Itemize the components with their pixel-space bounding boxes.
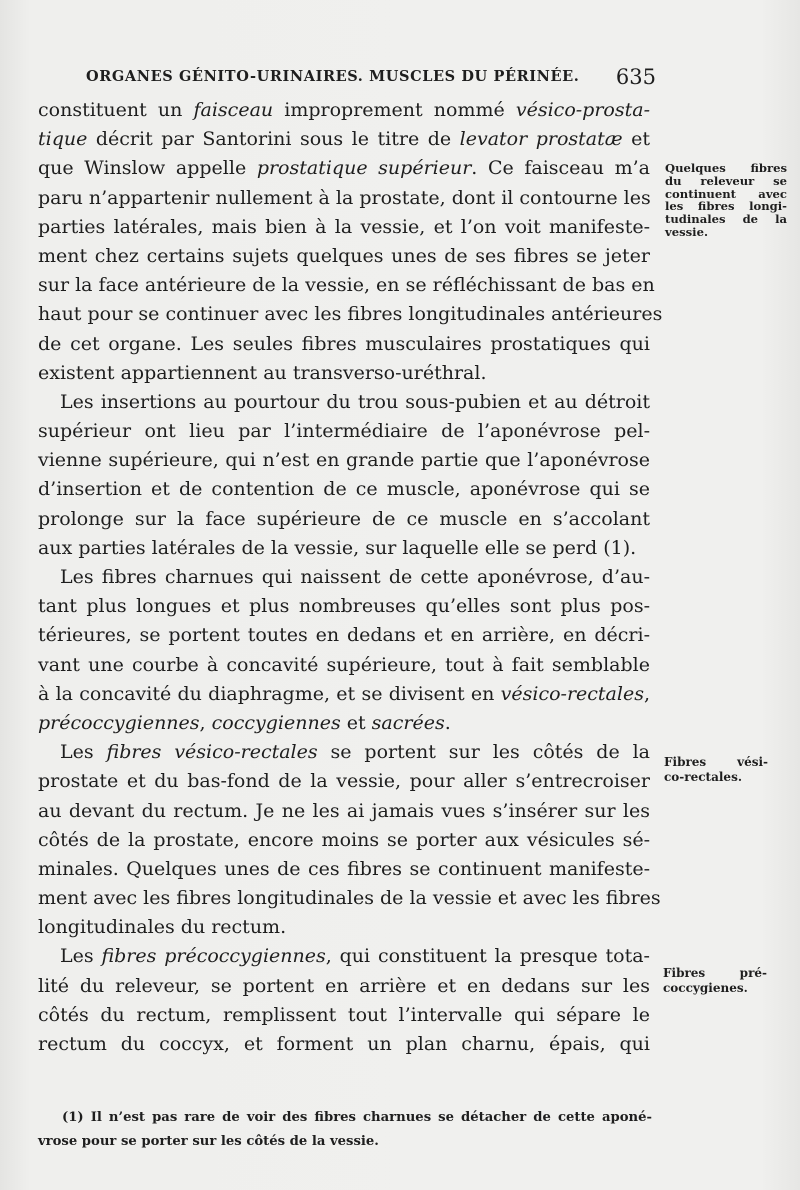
text-span: , bbox=[199, 711, 212, 734]
text-span: prolonge sur la face supérieure de ce muscle en s’accolant bbox=[38, 507, 650, 530]
text-span: à la concavité du diaphragme, et se divisent en bbox=[38, 682, 501, 705]
text-line bbox=[38, 330, 650, 359]
text-line bbox=[38, 1030, 650, 1059]
margin-note-line: vessie. bbox=[665, 224, 708, 239]
text-span: longitudinales du rectum. bbox=[38, 916, 287, 939]
text-span: constituent un bbox=[38, 99, 194, 121]
running-head bbox=[86, 66, 656, 88]
text-line bbox=[38, 359, 650, 388]
text-line bbox=[38, 563, 650, 592]
text-span: Les insertions au pourtour du trou sous-pubien et au détroit bbox=[60, 390, 650, 413]
margin-note-line: co-rectales. bbox=[664, 770, 742, 784]
text-line bbox=[38, 184, 650, 213]
margin-note-precoccygiennes bbox=[663, 966, 767, 996]
text-line bbox=[38, 972, 650, 1001]
text-line bbox=[38, 417, 650, 446]
text-span: prostate et du bas-fond de la vessie, pour aller s’entrecroiser bbox=[38, 770, 650, 793]
text-span: , qui constituent la presque tota- bbox=[325, 945, 650, 968]
text-line bbox=[38, 300, 663, 329]
text-line bbox=[38, 242, 650, 271]
text-line bbox=[38, 271, 655, 300]
text-line bbox=[38, 125, 650, 154]
text-line bbox=[38, 913, 650, 942]
text-span: improprement nommé bbox=[273, 99, 516, 121]
text-span: lité du releveur, se portent en arrière et en dedans sur les bbox=[38, 974, 650, 997]
italic-text: fibres vésico-rectales bbox=[106, 741, 318, 764]
text-line bbox=[38, 797, 650, 826]
text-line bbox=[38, 826, 650, 855]
text-line bbox=[38, 475, 650, 504]
italic-text: vésico-prosta- bbox=[515, 99, 650, 121]
text-span: minales. Quelques unes de ces fibres se continuent manifeste- bbox=[38, 857, 650, 880]
text-line bbox=[38, 738, 650, 767]
text-line bbox=[38, 505, 650, 534]
text-line bbox=[38, 621, 650, 650]
text-span: Les bbox=[60, 741, 107, 764]
text-span: que Winslow appelle bbox=[38, 157, 257, 180]
text-span: côtés du rectum, remplissent tout l’intervalle qui sépare le bbox=[38, 1003, 650, 1026]
margin-note-releveur bbox=[665, 162, 787, 239]
text-line bbox=[38, 709, 650, 738]
text-span: paru n’appartenir nullement à la prostate, dont il contourne les bbox=[38, 186, 651, 209]
italic-text: vésico-rectales bbox=[500, 682, 644, 705]
text-line bbox=[38, 213, 650, 242]
text-span: ment avec les fibres longitudinales de la vessie et avec les fibres bbox=[38, 887, 661, 910]
margin-note-line: les fibres longi- bbox=[665, 199, 787, 214]
body-text bbox=[38, 96, 663, 1059]
italic-text: levator prostatæ bbox=[459, 128, 623, 151]
margin-note-line: tudinales de la bbox=[665, 212, 787, 227]
text-line bbox=[38, 154, 650, 183]
text-line bbox=[38, 651, 650, 680]
italic-text: fibres précoccygiennes bbox=[101, 945, 326, 968]
footnote-line: (1) Il n’est pas rare de voir des fibres charnues se détacher de cette aponé- bbox=[62, 1110, 652, 1125]
text-span: et bbox=[340, 711, 372, 734]
text-line bbox=[38, 96, 650, 125]
text-span: vienne supérieure, qui n’est en grande partie que l’aponévrose bbox=[38, 449, 650, 472]
text-line bbox=[38, 855, 650, 884]
text-span: Les bbox=[60, 945, 102, 968]
margin-note-line: du releveur se bbox=[665, 173, 787, 188]
running-head-title: ORGANES GÉNITO-URINAIRES. MUSCLES DU PÉRINÉE. bbox=[86, 68, 580, 85]
text-span: sur la face antérieure de la vessie, en se réfléchissant de bas en bbox=[38, 274, 655, 297]
text-span: aux parties latérales de la vessie, sur laquelle elle se perd (1). bbox=[38, 536, 637, 559]
text-span: supérieur ont lieu par l’intermédiaire de l’aponévrose pel- bbox=[38, 420, 650, 443]
text-span: , bbox=[643, 682, 650, 705]
margin-note-line: continuent avec bbox=[665, 186, 787, 201]
italic-text: sacrées bbox=[371, 711, 445, 734]
text-span: . bbox=[444, 711, 451, 734]
margin-note-vesico-rectales bbox=[664, 755, 768, 785]
footnote bbox=[38, 1106, 652, 1154]
footnote-line: vrose pour se porter sur les côtés de la vessie. bbox=[38, 1134, 379, 1149]
text-line bbox=[38, 388, 650, 417]
margin-note-line: Fibres pré- bbox=[663, 966, 767, 980]
page-number: 635 bbox=[615, 65, 656, 89]
text-span: se portent sur les côtés de la bbox=[317, 741, 651, 764]
text-line bbox=[38, 534, 650, 563]
margin-note-line: coccygienes. bbox=[663, 981, 748, 995]
text-line bbox=[38, 680, 650, 709]
margin-note-line: Fibres vési- bbox=[664, 755, 768, 769]
text-line bbox=[38, 446, 650, 475]
text-span: côtés de la prostate, encore moins se porter aux vésicules sé- bbox=[38, 828, 650, 851]
italic-text: précoccygiennes bbox=[38, 711, 200, 734]
text-line bbox=[38, 767, 650, 796]
text-line bbox=[38, 942, 650, 971]
text-line bbox=[38, 1001, 650, 1030]
italic-text: prostatique supérieur bbox=[256, 157, 472, 180]
text-span: Les fibres charnues qui naissent de cette aponévrose, d’au- bbox=[60, 566, 650, 588]
text-span: au devant du rectum. Je ne les ai jamais vues s’insérer sur les bbox=[38, 799, 650, 822]
text-span: et bbox=[622, 128, 650, 151]
italic-text: faisceau bbox=[193, 99, 274, 121]
text-span: de cet organe. Les seules fibres musculaires prostatiques qui bbox=[38, 332, 650, 355]
text-span: haut pour se continuer avec les fibres longitudinales antérieures bbox=[38, 303, 663, 326]
text-span: décrit par Santorini sous le titre de bbox=[87, 128, 460, 151]
text-span: ment chez certains sujets quelques unes de ses fibres se jeter bbox=[38, 244, 650, 267]
text-span: . Ce faisceau m’a bbox=[471, 157, 650, 180]
text-span: rectum du coccyx, et forment un plan charnu, épais, qui bbox=[38, 1033, 650, 1055]
text-span: parties latérales, mais bien à la vessie, et l’on voit manifeste- bbox=[38, 215, 650, 238]
margin-note-line: Quelques fibres bbox=[665, 161, 787, 175]
text-span: existent appartiennent au transverso-uréthral. bbox=[38, 361, 487, 384]
text-span: d’insertion et de contention de ce muscle, aponévrose qui se bbox=[38, 478, 650, 501]
text-line bbox=[38, 884, 661, 913]
text-span: vant une courbe à concavité supérieure, tout à fait semblable bbox=[38, 653, 650, 676]
text-span: térieures, se portent toutes en dedans et en arrière, en décri- bbox=[38, 624, 650, 647]
italic-text: coccygiennes bbox=[211, 711, 341, 734]
text-line bbox=[38, 592, 650, 621]
text-span: tant plus longues et plus nombreuses qu’elles sont plus pos- bbox=[38, 595, 650, 618]
italic-text: tique bbox=[38, 128, 88, 151]
